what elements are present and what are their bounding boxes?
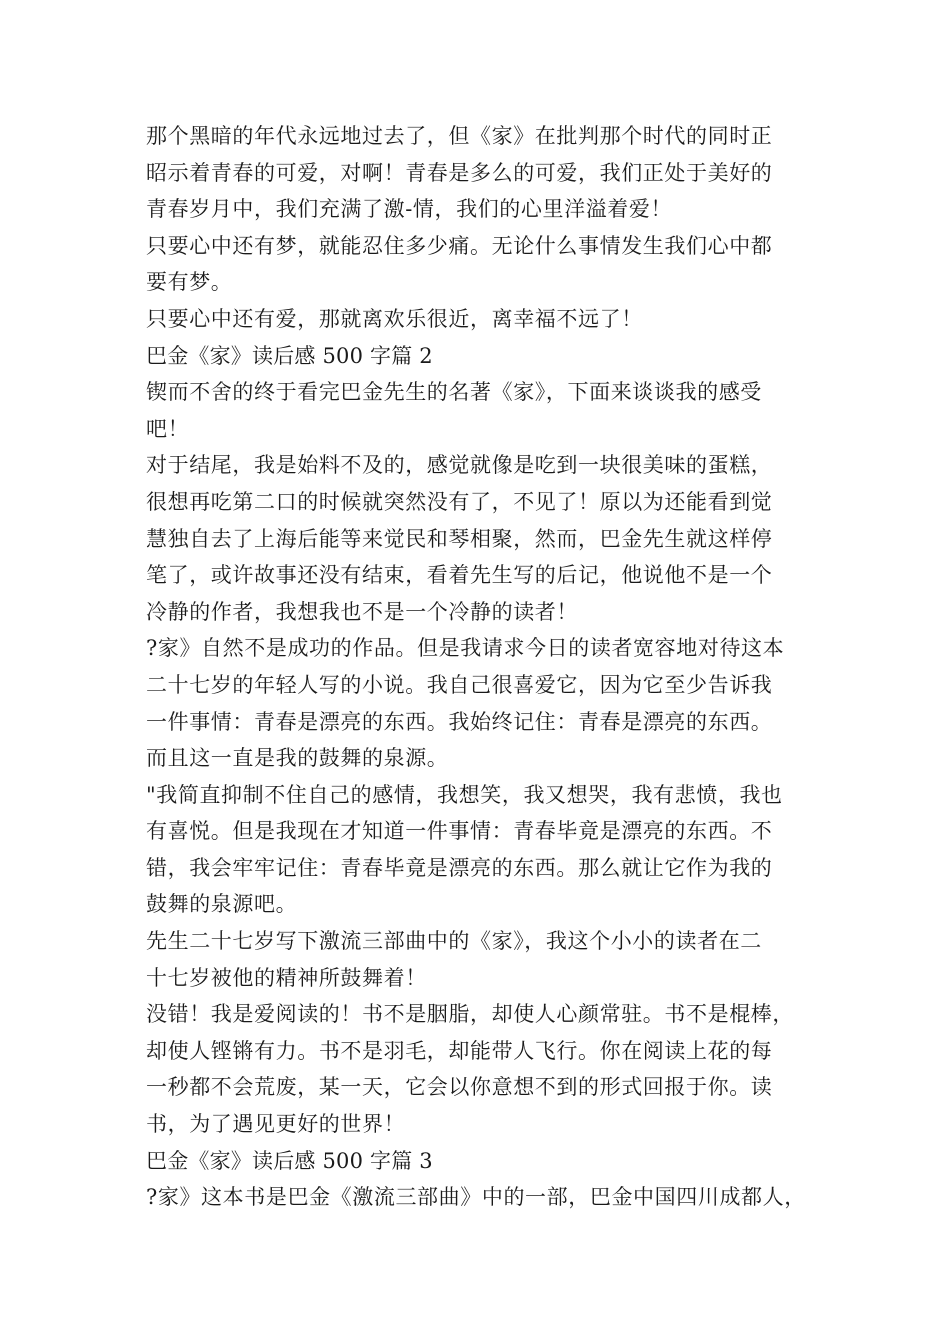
text-line: 错，我会牢牢记住：青春毕竟是漂亮的东西。那么就让它作为我的 <box>146 855 773 880</box>
text-line: 一秒都不会荒废，某一天，它会以你意想不到的形式回报于你。读 <box>146 1075 773 1100</box>
text-line: 只要心中还有梦，就能忍住多少痛。无论什么事情发生我们心中都 <box>146 233 773 258</box>
text-line: 而且这一直是我的鼓舞的泉源。 <box>146 746 449 771</box>
text-line: 要有梦。 <box>146 270 233 295</box>
text-line: 那个黑暗的年代永远地过去了，但《家》在批判那个时代的同时正 <box>146 124 773 148</box>
text-line: 鼓舞的泉源吧。 <box>146 892 298 917</box>
text-line: 十七岁被他的精神所鼓舞着！ <box>146 965 427 990</box>
text-line: 一件事情：青春是漂亮的东西。我始终记住：青春是漂亮的东西。 <box>146 709 773 734</box>
section-heading: 巴金《家》读后感 500 字篇 2 <box>146 343 433 368</box>
text-line: 却使人铿锵有力。书不是羽毛，却能带人飞行。你在阅读上花的每 <box>146 1038 773 1063</box>
text-line: ?家》自然不是成功的作品。但是我请求今日的读者宽容地对待这本 <box>146 636 785 661</box>
text-line: 很想再吃第二口的时候就突然没有了，不见了！原以为还能看到觉 <box>146 489 773 514</box>
text-line: 冷静的作者，我想我也不是一个冷静的读者！ <box>146 599 578 624</box>
section-heading: 巴金《家》读后感 500 字篇 3 <box>146 1148 433 1173</box>
document-body <box>146 118 826 1216</box>
text-line: 笔了，或许故事还没有结束，看着先生写的后记，他说他不是一个 <box>146 563 773 588</box>
text-line: 有喜悦。但是我现在才知道一件事情：青春毕竟是漂亮的东西。不 <box>146 819 773 844</box>
text-line: 青春岁月中，我们充满了激-情，我们的心里洋溢着爱！ <box>146 197 673 222</box>
text-line: 昭示着青春的可爱，对啊！青春是多么的可爱，我们正处于美好的 <box>146 160 773 185</box>
text-line: 书，为了遇见更好的世界！ <box>146 1112 406 1137</box>
text-line: ?家》这本书是巴金《激流三部曲》中的一部，巴金中国四川成都人， <box>146 1185 806 1210</box>
text-line: 吧！ <box>146 416 190 441</box>
text-line: 锲而不舍的终于看完巴金先生的名著《家》，下面来谈谈我的感受 <box>146 380 762 405</box>
text-line: "我简直抑制不住自己的感情，我想笑，我又想哭，我有悲愤，我也 <box>146 782 783 807</box>
text-line: 慧独自去了上海后能等来觉民和琴相聚，然而，巴金先生就这样停 <box>146 526 773 551</box>
text-line: 没错！我是爱阅读的！书不是胭脂，却使人心颜常驻。书不是棍棒， <box>146 1002 794 1027</box>
text-line: 二十七岁的年轻人写的小说。我自己很喜爱它，因为它至少告诉我 <box>146 672 773 697</box>
text-line: 对于结尾，我是始料不及的，感觉就像是吃到一块很美味的蛋糕， <box>146 453 773 478</box>
text-line: 只要心中还有爱，那就离欢乐很近，离幸福不远了！ <box>146 306 643 331</box>
text-line: 先生二十七岁写下激流三部曲中的《家》，我这个小小的读者在二 <box>146 929 762 954</box>
